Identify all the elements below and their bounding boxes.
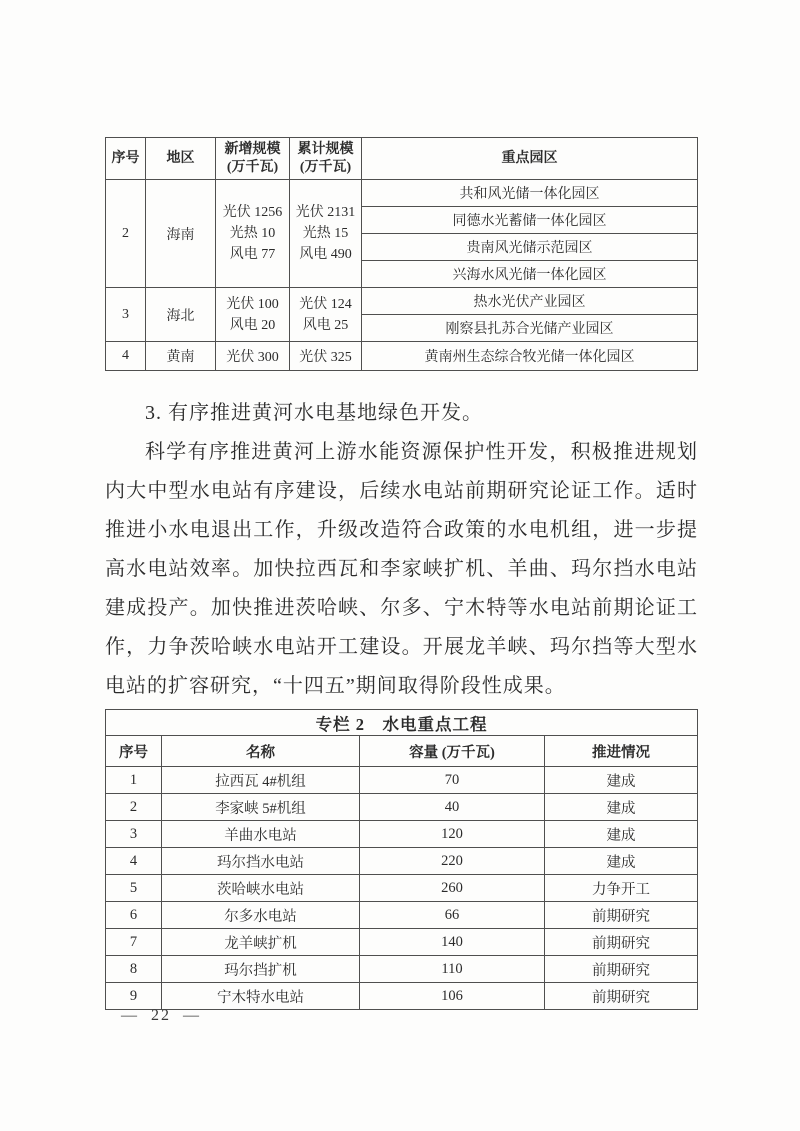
cell-capacity: 66	[360, 902, 545, 929]
cell-status: 建成	[545, 767, 698, 794]
table-row	[106, 288, 698, 315]
cell-new-scale	[216, 288, 290, 342]
cell-no: 4	[106, 848, 162, 875]
scale-line: 风电 77	[229, 247, 276, 262]
table2-header-name: 名称	[162, 736, 360, 767]
cell-region: 海北	[146, 288, 216, 342]
table-row	[106, 342, 698, 371]
scale-line: 风电 25	[302, 317, 349, 333]
cell-park: 刚察县扎苏合光储产业园区	[362, 315, 698, 342]
table-row	[106, 929, 698, 956]
table2-title-row	[106, 710, 698, 736]
table-row	[106, 983, 698, 1010]
scale-line: 光伏 2131	[295, 205, 356, 220]
table1-header-cumulative	[290, 138, 362, 180]
cell-no: 5	[106, 875, 162, 902]
cell-row-no: 3	[106, 288, 146, 342]
scale-line: 风电 20	[229, 317, 276, 333]
cell-status: 前期研究	[545, 956, 698, 983]
cell-project-name: 玛尔挡扩机	[162, 956, 360, 983]
cell-status: 建成	[545, 794, 698, 821]
cell-no: 2	[106, 794, 162, 821]
cell-status: 建成	[545, 821, 698, 848]
scale-line: 光伏 100	[226, 296, 279, 312]
section-heading: 3. 有序推进黄河水电基地绿色开发。	[145, 402, 483, 424]
table-row	[106, 821, 698, 848]
body-paragraph: 科学有序推进黄河上游水能资源保护性开发，积极推进规划内大中型水电站有序建设，后续水电站前期研究论证工作。适时推进小水电退出工作，升级改造符合政策的水电机组，进一步提高水电站效率。加快拉西瓦和李家峡扩机、羊曲、玛尔挡水电站建成投产。加快推进茨哈峡、尔多、宁木特等水电站前期论证工作，力争茨哈峡水电站开工建设。开展龙羊峡、玛尔挡等大型水电站的扩容研究，“十四五”期间取得阶段性成果。	[105, 441, 698, 697]
table1-header-cumulative-line2: (万千瓦)	[299, 159, 352, 175]
scale-line: 光热 15	[302, 226, 349, 241]
table-row	[106, 956, 698, 983]
cell-capacity: 120	[360, 821, 545, 848]
cell-project-name: 茨哈峡水电站	[162, 875, 360, 902]
table1-header-region: 地区	[146, 138, 216, 180]
cell-park: 同德水光蓄储一体化园区	[362, 207, 698, 234]
cell-capacity: 106	[360, 983, 545, 1010]
cell-park: 贵南风光储示范园区	[362, 234, 698, 261]
cell-no: 3	[106, 821, 162, 848]
hydropower-projects-table	[105, 709, 698, 1010]
cell-status: 力争开工	[545, 875, 698, 902]
cell-row-no: 4	[106, 342, 146, 371]
table1-header-row	[106, 138, 698, 180]
cell-status: 建成	[545, 848, 698, 875]
scale-line: 光伏 1256	[222, 205, 283, 220]
cell-project-name: 尔多水电站	[162, 902, 360, 929]
scale-line: 光热 10	[229, 226, 276, 241]
table1-header-new-scale-line1: 新增规模	[224, 141, 281, 157]
cell-capacity: 220	[360, 848, 545, 875]
cell-park: 黄南州生态综合牧光储一体化园区	[362, 342, 698, 371]
table1-header-no: 序号	[106, 138, 146, 180]
table-row	[106, 875, 698, 902]
table2-header-status: 推进情况	[545, 736, 698, 767]
cell-park: 兴海水风光储一体化园区	[362, 261, 698, 288]
cell-status: 前期研究	[545, 983, 698, 1010]
table2-header-no: 序号	[106, 736, 162, 767]
cell-status: 前期研究	[545, 929, 698, 956]
table-row	[106, 848, 698, 875]
table1-header-parks: 重点园区	[362, 138, 698, 180]
cell-capacity: 140	[360, 929, 545, 956]
table1-header-cumulative-line1: 累计规模	[297, 141, 354, 157]
table-row	[106, 180, 698, 207]
cell-status: 前期研究	[545, 902, 698, 929]
cell-project-name: 玛尔挡水电站	[162, 848, 360, 875]
cell-capacity: 260	[360, 875, 545, 902]
cell-capacity: 110	[360, 956, 545, 983]
cell-park: 共和风光储一体化园区	[362, 180, 698, 207]
cell-region: 海南	[146, 180, 216, 288]
cell-cumulative: 光伏 325	[290, 342, 362, 371]
cell-no: 7	[106, 929, 162, 956]
region-renewables-table	[105, 137, 698, 371]
cell-cumulative	[290, 288, 362, 342]
cell-project-name: 龙羊峡扩机	[162, 929, 360, 956]
table2-header-row	[106, 736, 698, 767]
cell-no: 6	[106, 902, 162, 929]
scale-line: 风电 490	[299, 247, 352, 262]
cell-no: 9	[106, 983, 162, 1010]
cell-project-name: 羊曲水电站	[162, 821, 360, 848]
page-number: — 22 —	[121, 1007, 201, 1024]
table-row	[106, 902, 698, 929]
cell-project-name: 拉西瓦 4#机组	[162, 767, 360, 794]
table1-header-new-scale-line2: (万千瓦)	[226, 159, 279, 175]
page-content	[105, 137, 698, 1010]
cell-project-name: 宁木特水电站	[162, 983, 360, 1010]
cell-capacity: 70	[360, 767, 545, 794]
scale-line: 光伏 124	[299, 296, 352, 312]
table2-title: 专栏 2 水电重点工程	[106, 710, 698, 736]
table1-header-new-scale	[216, 138, 290, 180]
cell-row-no: 2	[106, 180, 146, 288]
table2-header-capacity: 容量 (万千瓦)	[360, 736, 545, 767]
cell-region: 黄南	[146, 342, 216, 371]
cell-no: 8	[106, 956, 162, 983]
cell-no: 1	[106, 767, 162, 794]
cell-capacity: 40	[360, 794, 545, 821]
cell-new-scale	[216, 180, 290, 288]
cell-park: 热水光伏产业园区	[362, 288, 698, 315]
cell-new-scale: 光伏 300	[216, 342, 290, 371]
cell-cumulative	[290, 180, 362, 288]
table-row	[106, 794, 698, 821]
table-row	[106, 767, 698, 794]
cell-project-name: 李家峡 5#机组	[162, 794, 360, 821]
